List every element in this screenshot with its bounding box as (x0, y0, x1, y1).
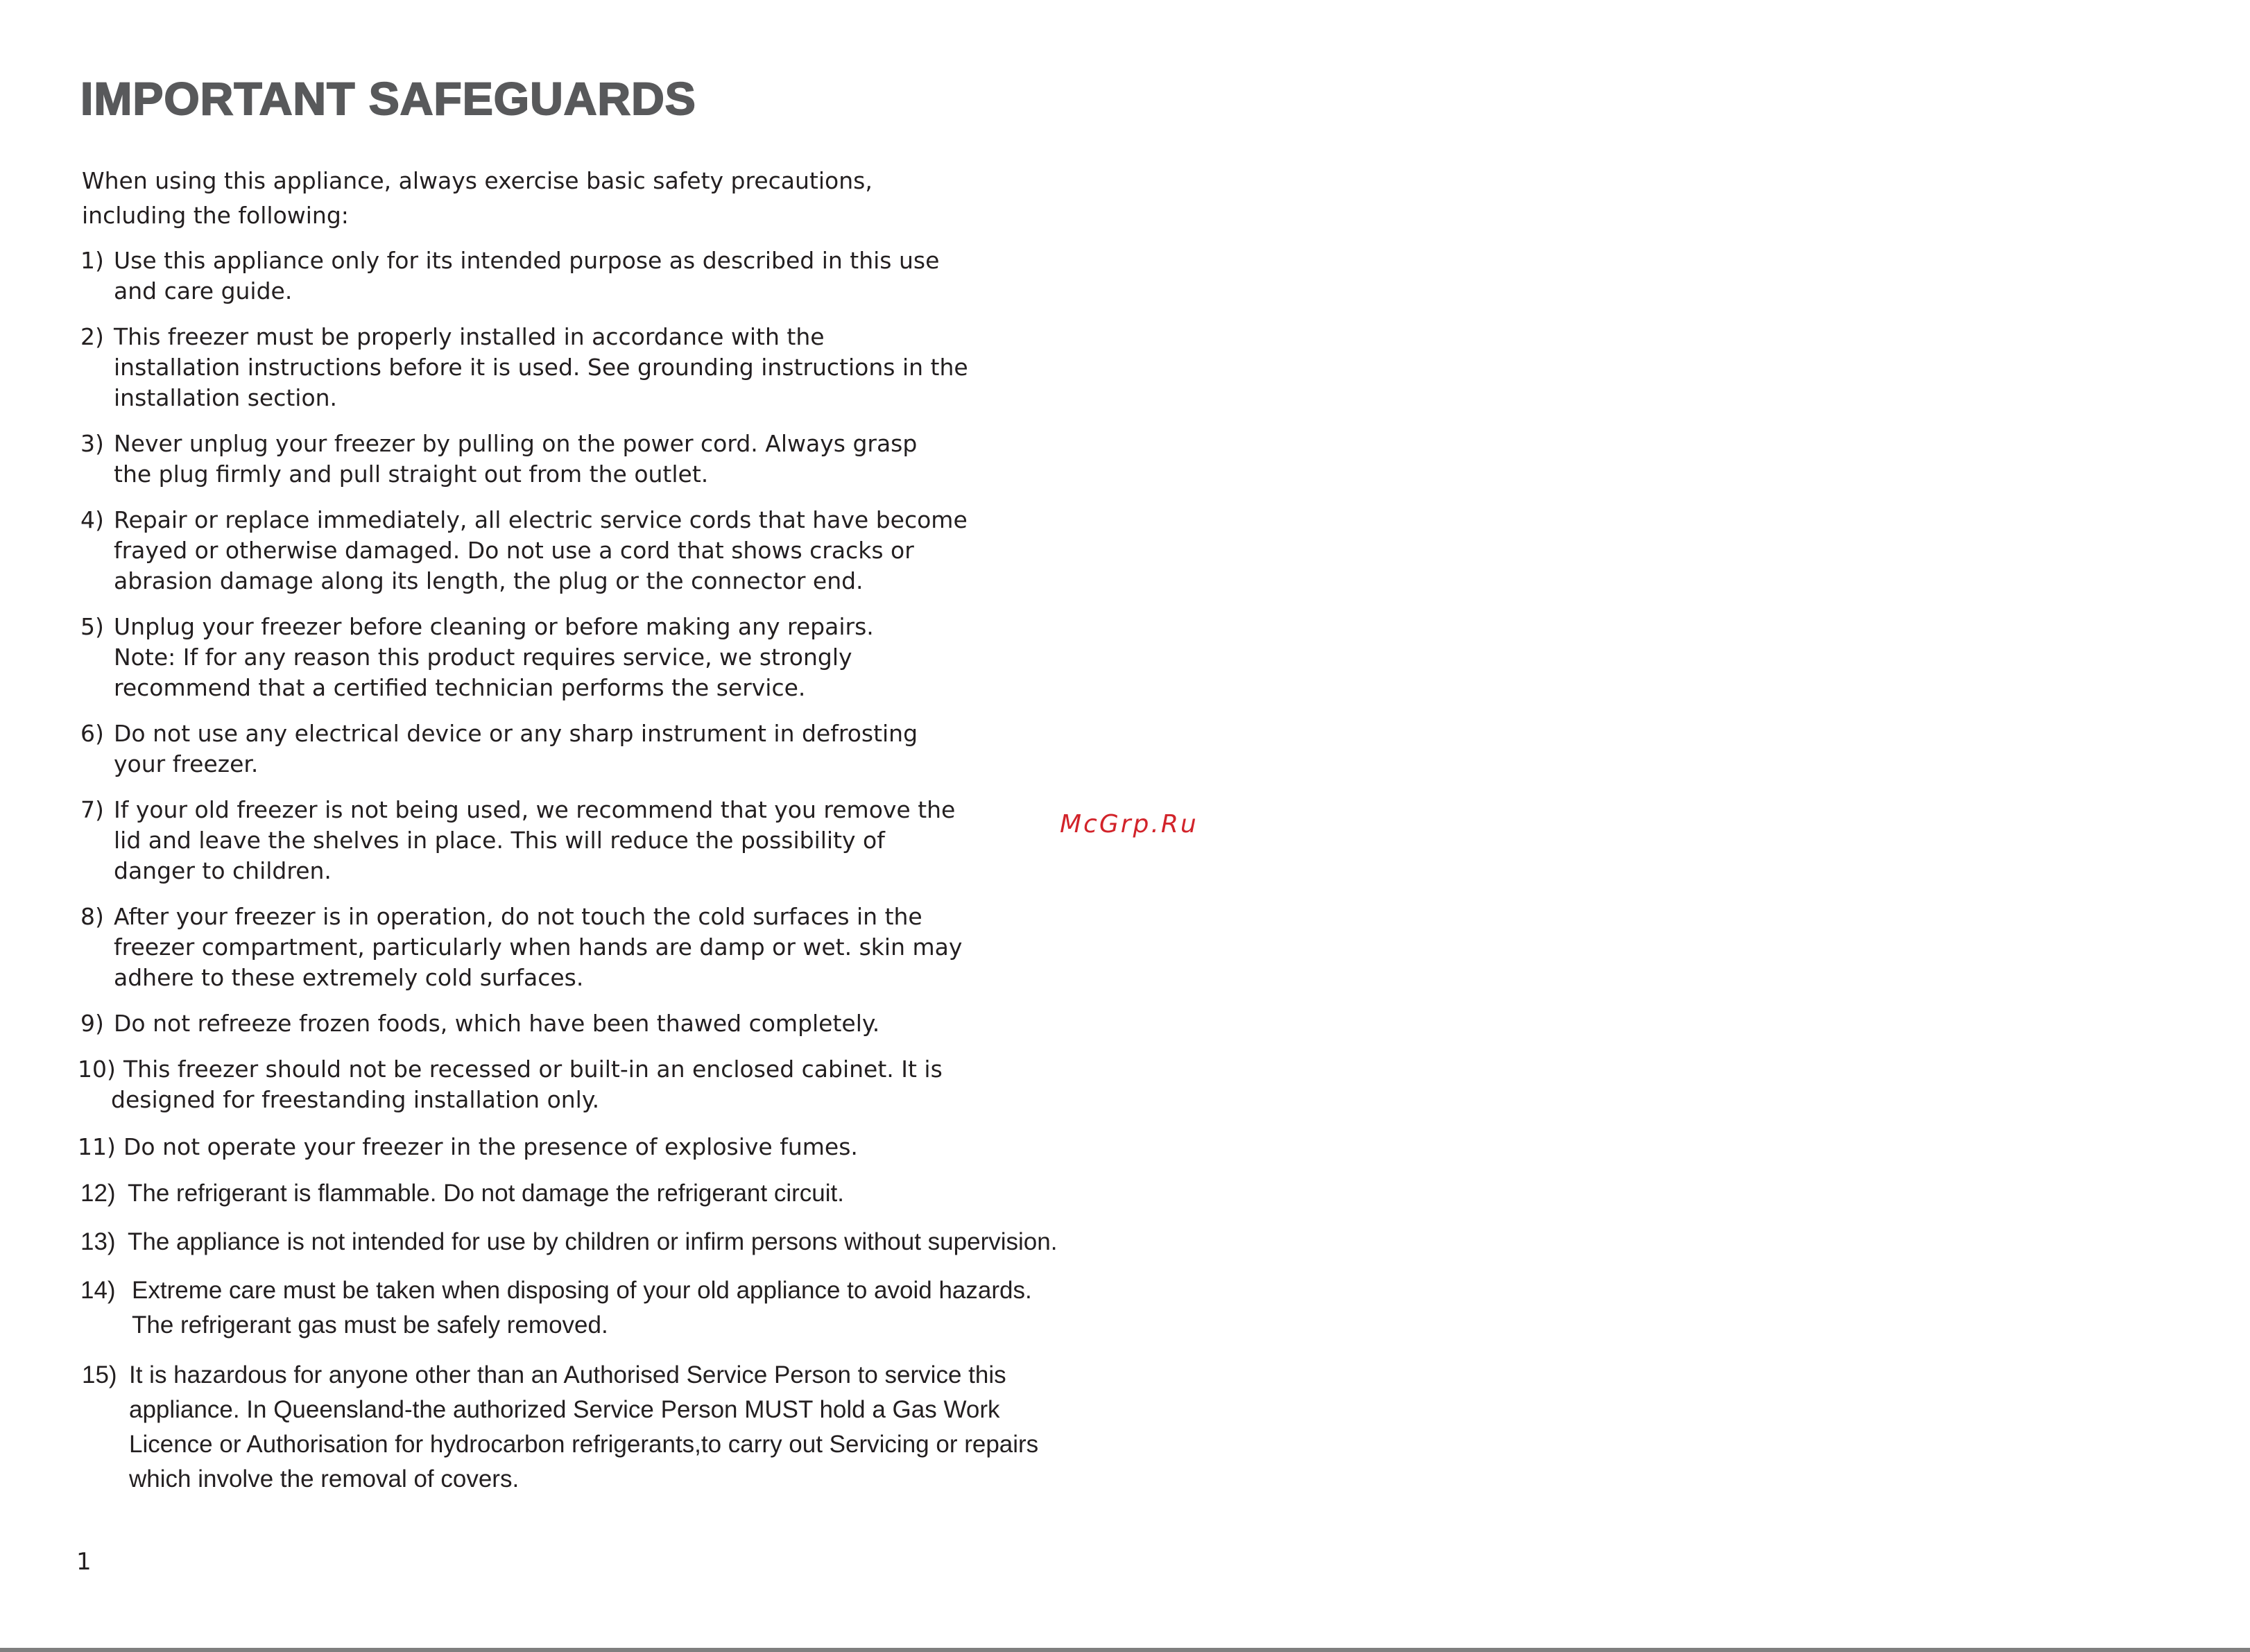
safeguard-item-7 (80, 795, 955, 886)
item-line: the plug firmly and pull straight out from the outlet. (114, 461, 709, 488)
item-line: installation section. (114, 384, 338, 411)
intro-line: When using this appliance, always exercise basic safety precautions, (82, 167, 873, 194)
item-line: which involve the removal of covers. (129, 1465, 519, 1492)
item-line: Repair or replace immediately, all electric service cords that have become (114, 506, 968, 533)
intro-paragraph (82, 164, 873, 233)
page-title: IMPORTANT SAFEGUARDS (80, 73, 696, 124)
item-line: adhere to these extremely cold surfaces. (114, 964, 584, 991)
item-line: This freezer should not be recessed or built-in an enclosed cabinet. It is (123, 1056, 943, 1083)
safeguard-item-14 (80, 1273, 1032, 1343)
item-line: After your freezer is in operation, do not touch the cold surfaces in the (114, 903, 922, 930)
item-line: frayed or otherwise damaged. Do not use a cord that shows cracks or (114, 537, 914, 564)
safeguard-item-8 (80, 902, 962, 993)
item-line: and care guide. (114, 277, 293, 304)
item-number: 4) (80, 506, 104, 533)
item-line: Unplug your freezer before cleaning or before making any repairs. (114, 613, 874, 640)
item-line: It is hazardous for anyone other than an Authorised Service Person to service this (129, 1361, 1006, 1388)
item-line: The refrigerant is flammable. Do not damage the refrigerant circuit. (128, 1180, 844, 1207)
item-number: 8) (80, 903, 104, 930)
item-line: Do not use any electrical device or any sharp instrument in defrosting (114, 720, 918, 747)
watermark-text: McGrp.Ru (1060, 810, 1199, 838)
item-line: Licence or Authorisation for hydrocarbon refrigerants,to carry out Servicing or repairs (129, 1431, 1039, 1458)
item-number: 9) (80, 1010, 104, 1037)
safeguard-item-2 (80, 322, 968, 413)
item-line: The appliance is not intended for use by children or infirm persons without supervision. (128, 1228, 1058, 1255)
item-line: If your old freezer is not being used, we recommend that you remove the (114, 796, 956, 823)
item-line: lid and leave the shelves in place. This will reduce the possibility of (114, 827, 885, 854)
item-number: 11) (78, 1133, 116, 1160)
safeguard-item-6 (80, 719, 918, 780)
item-number: 13) (80, 1228, 116, 1255)
item-number: 7) (80, 796, 104, 823)
item-line: Use this appliance only for its intended purpose as described in this use (114, 247, 940, 274)
safeguard-item-1 (80, 246, 939, 307)
item-number: 14) (80, 1277, 116, 1304)
footer-divider (0, 1648, 2250, 1652)
item-line: Note: If for any reason this product requires service, we strongly (114, 644, 852, 671)
page-number: 1 (76, 1548, 92, 1576)
item-number: 5) (80, 613, 104, 640)
item-line: This freezer must be properly installed in accordance with the (114, 323, 825, 350)
item-number: 2) (80, 323, 104, 350)
item-line: appliance. In Queensland-the authorized Service Person MUST hold a Gas Work (129, 1396, 1000, 1423)
safeguard-item-13 (80, 1225, 1057, 1259)
safeguard-item-5 (80, 612, 874, 703)
item-line: your freezer. (114, 750, 259, 777)
item-line: danger to children. (114, 857, 332, 884)
item-number: 3) (80, 430, 104, 457)
item-number: 15) (82, 1361, 117, 1388)
item-line: Never unplug your freezer by pulling on the power cord. Always grasp (114, 430, 918, 457)
item-line: abrasion damage along its length, the plug or the connector end. (114, 567, 864, 594)
item-number: 1) (80, 247, 104, 274)
item-line: Do not refreeze frozen foods, which have been thawed completely. (114, 1010, 880, 1037)
safeguard-item-10 (78, 1054, 943, 1115)
item-line: freezer compartment, particularly when hands are damp or wet. skin may (114, 933, 963, 961)
item-line: The refrigerant gas must be safely removed. (132, 1311, 608, 1339)
item-line: recommend that a certified technician performs the service. (114, 674, 806, 701)
safeguard-item-15 (82, 1358, 1038, 1497)
item-line: Extreme care must be taken when disposing of your old appliance to avoid hazards. (132, 1277, 1032, 1304)
item-line: designed for freestanding installation only. (111, 1086, 600, 1113)
safeguard-item-12 (80, 1176, 844, 1211)
safeguard-item-9 (80, 1008, 879, 1039)
item-number: 10) (78, 1056, 116, 1083)
safeguard-item-4 (80, 505, 968, 596)
safeguard-item-11 (78, 1132, 858, 1162)
item-number: 6) (80, 720, 104, 747)
item-line: Do not operate your freezer in the presence of explosive fumes. (123, 1133, 858, 1160)
item-number: 12) (80, 1180, 116, 1207)
safeguard-item-3 (80, 429, 917, 490)
intro-line: including the following: (82, 202, 349, 229)
item-line: installation instructions before it is used. See grounding instructions in the (114, 354, 968, 381)
